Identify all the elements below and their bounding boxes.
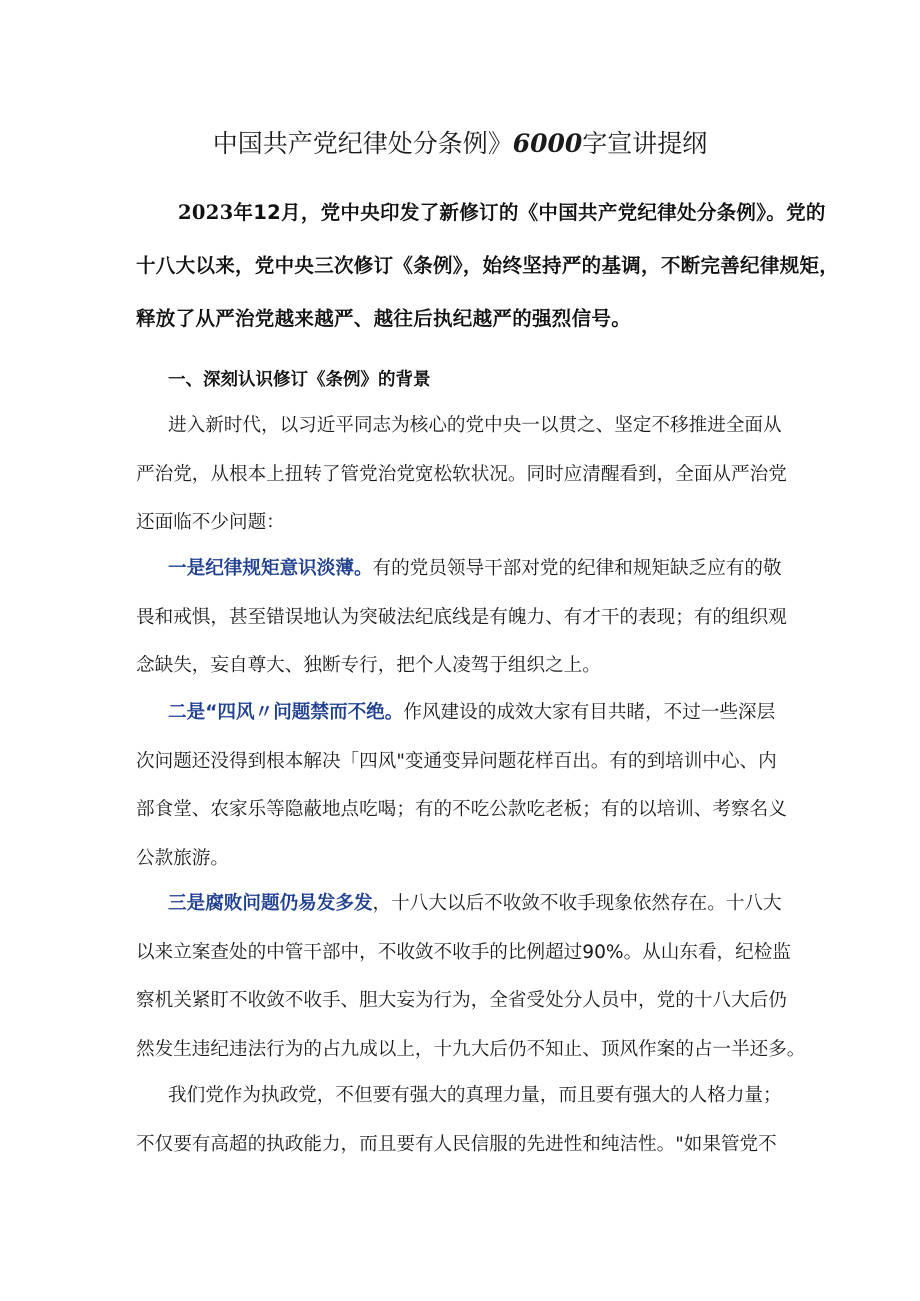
paragraph-line [136,545,796,594]
background-paragraph [136,402,796,548]
paragraph-line [136,880,796,929]
paragraph-line: 还面临不少问题： [136,512,285,533]
paragraph-line: 严治党，从根本上扭转了管党治党宽松软状况。同时应清醒看到，全面从严治党 [136,463,787,485]
intro-line-1 [136,186,826,239]
conclusion-paragraph [136,1072,796,1169]
paragraph-line: 然发生违纪违法行为的占九成以上，十九大后仍不知止、顶风作案的占一半还多。 [136,1038,806,1060]
title-prefix: 中国共产党纪律处分条例》 [212,129,513,158]
point-3-lead: 三是腐败问题仍易发多发 [168,893,373,914]
point-3-paragraph [136,880,806,1074]
paragraph-line: 次问题还没得到根本解决「四风"变通变异问题花样百出。有的到培训中心、内 [136,750,777,772]
point-1-lead: 一是纪律规矩意识淡薄。 [168,558,373,579]
intro-paragraph [136,186,840,345]
intro-year: 2023 [178,201,234,224]
paragraph-text: ，十八大以后不收敛不收手现象依然存在。十八大 [372,893,782,914]
point-2-lead: 二是“四风〃问题禁而不绝。 [168,702,404,723]
paragraph-line: 以来立案查处的中管干部中，不收敛不收手的比例超过90%。从山东看，纪检监 [136,941,791,963]
paragraph-line [136,689,796,738]
section-heading: 一、深刻认识修订《条例》的背景 [168,370,431,390]
paragraph-line: 察机关紧盯不收敛不收手、胆大妄为行为，全省受处分人员中，党的十八大后仍 [136,990,787,1011]
paragraph-line: 念缺失，妄自尊大、独断专行，把个人凌驾于组织之上。 [136,655,601,676]
paragraph-text: 作风建设的成效大家有目共睹，不过一些深层 [403,702,776,723]
paragraph-line: 部食堂、农家乐等隐蔽地点吃喝；有的不吃公款吃老板；有的以培训、考察名义 [136,799,787,820]
intro-line-2: 十八大以来，党中央三次修订《条例》，始终坚持严的基调，不断完善纪律规矩， [136,254,840,277]
title-suffix: 字宣讲提纲 [582,129,708,158]
paragraph-line: 不仅要有高超的执政能力，而且要有人民信服的先进性和纯洁性。"如果管党不 [136,1133,777,1155]
intro-line-1-text: 年12月，党中央印发了新修订的《中国共产党纪律处分条例》。党的 [233,201,826,224]
paragraph-line: 我们党作为执政党，不但要有强大的真理力量，而且要有强大的人格力量； [168,1085,782,1106]
paragraph-line: 进入新时代，以习近平同志为核心的党中央一以贯之、坚定不移推进全面从 [168,415,782,436]
paragraph-text: 有的党员领导干部对党的纪律和规矩缺乏应有的敬 [372,558,782,579]
paragraph-line: 公款旅游。 [136,847,229,869]
document-title [0,124,920,164]
point-2-paragraph [136,689,796,883]
intro-line-3: 释放了从严治党越来越严、越往后执纪越严的强烈信号。 [136,307,632,330]
point-1-paragraph [136,545,796,691]
title-number: 6000 [512,129,583,158]
paragraph-line: 畏和戒惧，甚至错误地认为突破法纪底线是有魄力、有才干的表现；有的组织观 [136,606,787,628]
